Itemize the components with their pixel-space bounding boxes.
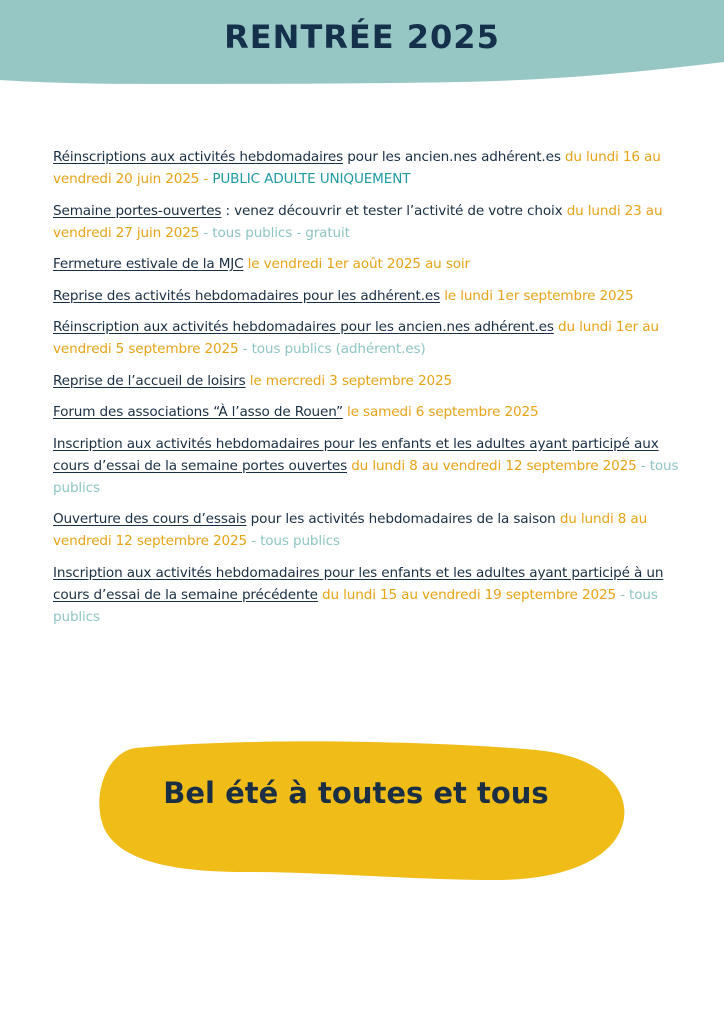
- item-date: du lundi 8 au vendredi 12 septembre 2025: [53, 511, 648, 549]
- page-title: RENTRÉE 2025: [224, 18, 500, 56]
- item-cours-essais: [53, 508, 683, 552]
- item-link[interactable]: Inscription aux activités hebdomadaires pour les enfants et les adultes ayant participé à un cours d’essai de la semaine précédente: [53, 564, 664, 603]
- item-reinscriptions: [53, 146, 683, 190]
- item-link[interactable]: Réinscriptions aux activités hebdomadaires: [53, 149, 344, 165]
- item-reinscription-septembre: [53, 316, 683, 360]
- item-link[interactable]: Reprise des activités hebdomadaires pour les adhérent.es: [53, 287, 441, 304]
- item-reprise-activites: [53, 285, 683, 307]
- item-date: le mercredi 3 septembre 2025: [245, 372, 452, 389]
- item-inscription-portes-ouvertes: [53, 433, 683, 499]
- item-portes-ouvertes: [53, 200, 683, 244]
- item-link[interactable]: Réinscription aux activités hebdomadaires pour les ancien.nes adhérent.es: [53, 319, 554, 335]
- item-audience: - tous publics (adhérent.es): [238, 341, 426, 357]
- item-audience-note: PUBLIC ADULTE UNIQUEMENT: [212, 171, 411, 187]
- item-audience: - tous publics - gratuit: [199, 224, 350, 241]
- item-audience: - tous publics: [246, 533, 340, 549]
- closing-message: Bel été à toutes et tous: [163, 776, 549, 810]
- item-date: du lundi 16 au vendredi 20 juin 2025 -: [53, 149, 661, 187]
- item-fermeture: [53, 253, 683, 275]
- item-date: du lundi 1er au vendredi 5 septembre 2025: [53, 319, 659, 357]
- item-date: le samedi 6 septembre 2025: [342, 404, 539, 420]
- item-date: du lundi 23 au vendredi 27 juin 2025: [53, 202, 663, 241]
- yellow-blob-shape: [96, 740, 632, 885]
- item-link[interactable]: Fermeture estivale de la MJC: [53, 256, 244, 272]
- item-text: pour les activités hebdomadaires de la saison: [246, 511, 560, 527]
- item-link[interactable]: Forum des associations “À l’asso de Rouen”: [53, 404, 343, 420]
- item-link[interactable]: Semaine portes-ouvertes: [53, 202, 222, 219]
- item-link[interactable]: Reprise de l’accueil de loisirs: [53, 372, 246, 389]
- item-date: du lundi 8 au vendredi 12 septembre 2025: [347, 457, 637, 474]
- item-link[interactable]: Inscription aux activités hebdomadaires pour les enfants et les adultes ayant participé aux cours d’essai de la semaine portes ouvertes: [53, 435, 659, 474]
- item-date: le vendredi 1er août 2025 au soir: [243, 256, 470, 272]
- item-text: : venez découvrir et tester l’activité de votre choix: [221, 202, 567, 219]
- item-inscription-semaine-precedente: [53, 562, 683, 628]
- item-date: du lundi 15 au vendredi 19 septembre 2025: [317, 586, 616, 603]
- item-link[interactable]: Ouverture des cours d’essais: [53, 511, 247, 527]
- item-text: pour les ancien.nes adhérent.es: [343, 149, 565, 165]
- item-forum: [53, 401, 683, 423]
- schedule-list: [53, 146, 683, 637]
- closing-message-blob: [96, 740, 632, 885]
- item-audience: - tous publics: [53, 457, 679, 496]
- item-accueil-loisirs: [53, 370, 683, 392]
- item-date: le lundi 1er septembre 2025: [440, 287, 634, 304]
- item-audience: - tous publics: [53, 586, 658, 625]
